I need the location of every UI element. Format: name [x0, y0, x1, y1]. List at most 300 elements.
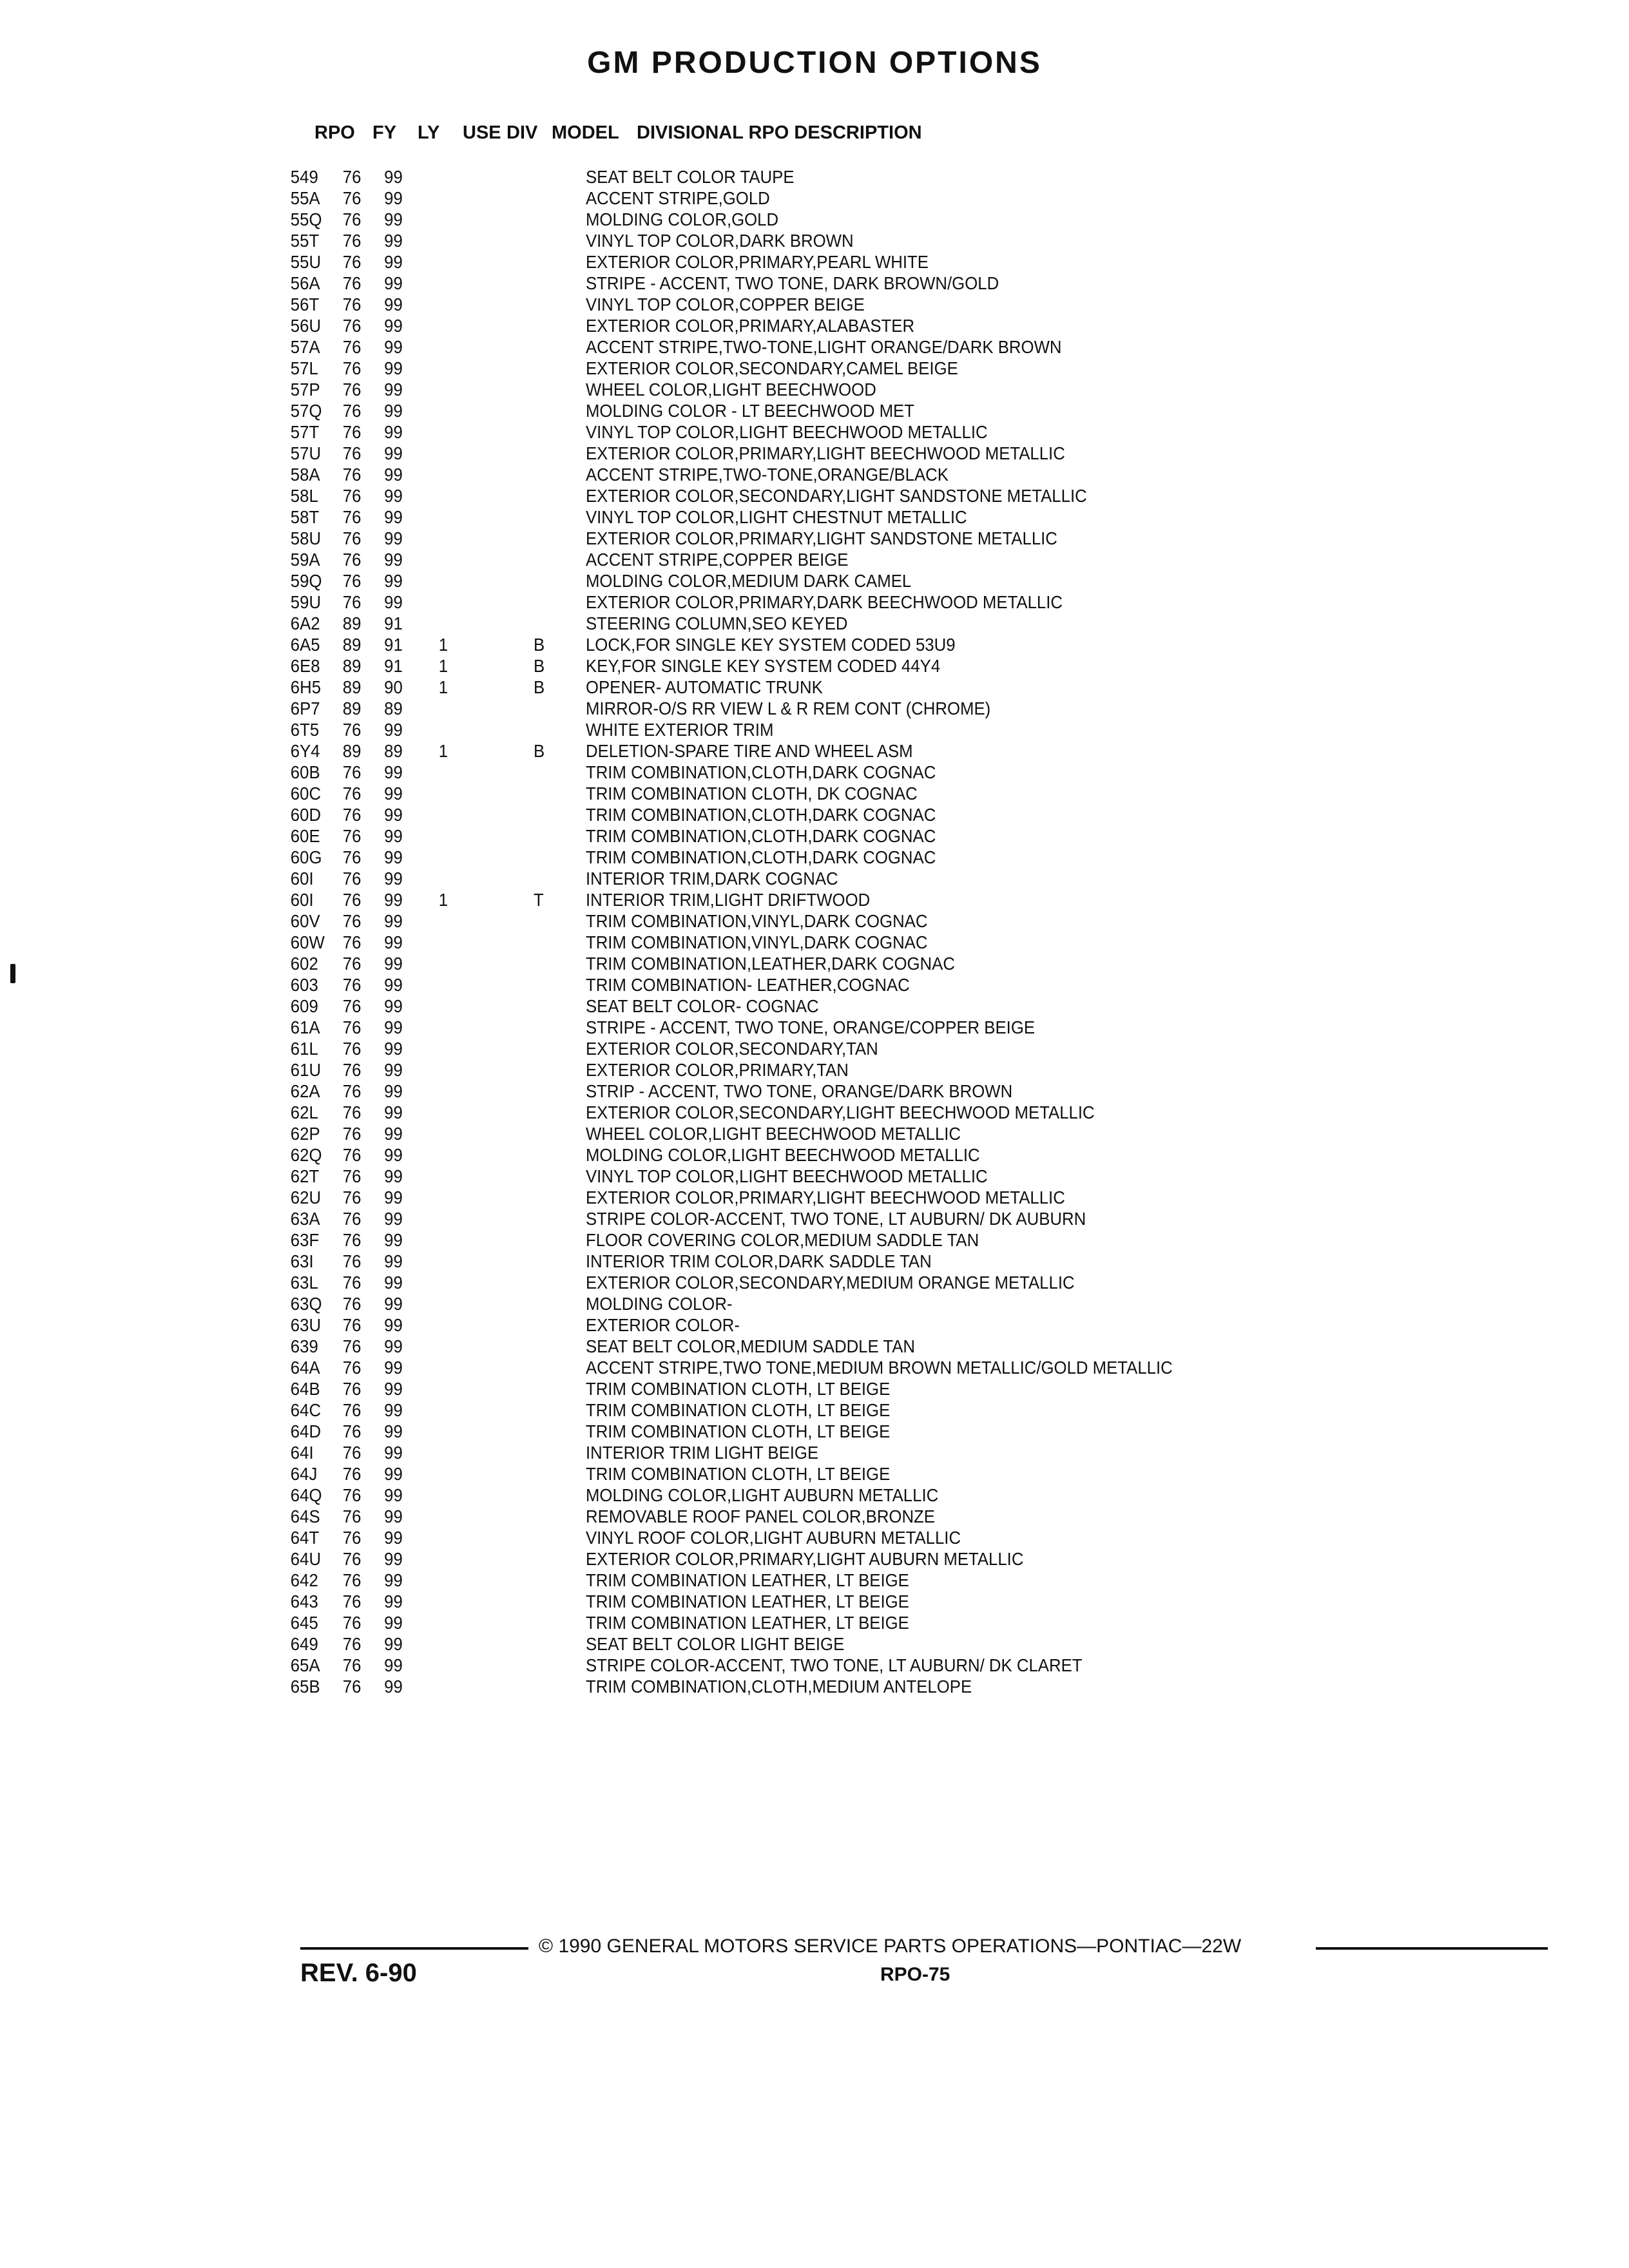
- cell-fy: 89: [342, 656, 361, 676]
- cell-description: STRIPE COLOR-ACCENT, TWO TONE, LT AUBURN/ DK CLARET: [585, 1655, 1083, 1675]
- cell-fy: 76: [342, 252, 361, 272]
- cell-fy: 76: [342, 1379, 361, 1399]
- table-row: [0, 1527, 1499, 1548]
- cell-fy: 76: [342, 273, 361, 293]
- cell-fy: 76: [342, 1528, 361, 1548]
- table-row: [0, 995, 1499, 1017]
- table-row: [0, 1038, 1499, 1059]
- page-number: RPO-75: [880, 1964, 950, 1985]
- cell-fy: 76: [342, 1634, 361, 1654]
- cell-fy: 89: [342, 698, 361, 718]
- cell-description: SEAT BELT COLOR TAUPE: [585, 167, 795, 187]
- cell-description: MOLDING COLOR,LIGHT BEECHWOOD METALLIC: [585, 1145, 980, 1165]
- cell-rpo: 55A: [290, 188, 320, 208]
- table-row: [0, 1251, 1499, 1272]
- cell-fy: 76: [342, 954, 361, 974]
- cell-ly: 99: [384, 231, 403, 251]
- cell-rpo: 6A5: [290, 635, 320, 655]
- cell-description: EXTERIOR COLOR,PRIMARY,LIGHT BEECHWOOD METALLIC: [585, 1187, 1065, 1207]
- cell-description: LOCK,FOR SINGLE KEY SYSTEM CODED 53U9: [585, 635, 956, 655]
- cell-fy: 76: [342, 337, 361, 357]
- cell-rpo: 60I: [290, 890, 314, 910]
- cell-fy: 76: [342, 1273, 361, 1293]
- cell-ly: 99: [384, 1039, 403, 1059]
- table-row: [0, 719, 1499, 740]
- cell-rpo: 63L: [290, 1273, 318, 1293]
- cell-ly: 99: [384, 1443, 403, 1463]
- cell-description: KEY,FOR SINGLE KEY SYSTEM CODED 44Y4: [585, 656, 941, 676]
- cell-ly: 99: [384, 1166, 403, 1186]
- cell-use: 1: [438, 635, 448, 655]
- table-row: [0, 209, 1499, 230]
- cell-rpo: 642: [290, 1570, 318, 1590]
- cell-ly: 99: [384, 443, 403, 463]
- cell-fy: 76: [342, 1060, 361, 1080]
- cell-rpo: 62U: [290, 1187, 322, 1207]
- cell-rpo: 609: [290, 996, 318, 1016]
- cell-ly: 99: [384, 720, 403, 740]
- table-row: [0, 1144, 1499, 1166]
- cell-rpo: 61U: [290, 1060, 322, 1080]
- cell-description: MOLDING COLOR,GOLD: [585, 209, 779, 229]
- cell-fy: 76: [342, 507, 361, 527]
- table-header: [0, 122, 1629, 148]
- cell-fy: 76: [342, 316, 361, 336]
- cell-ly: 99: [384, 465, 403, 485]
- cell-description: EXTERIOR COLOR,PRIMARY,ALABASTER: [585, 316, 915, 336]
- cell-description: VINYL TOP COLOR,LIGHT CHESTNUT METALLIC: [585, 507, 967, 527]
- cell-rpo: 643: [290, 1591, 318, 1611]
- cell-ly: 99: [384, 1677, 403, 1696]
- cell-description: VINYL TOP COLOR,COPPER BEIGE: [585, 294, 865, 314]
- cell-ly: 99: [384, 1506, 403, 1526]
- table-row: [0, 1293, 1499, 1314]
- table-row: [0, 1102, 1499, 1123]
- cell-ly: 99: [384, 762, 403, 782]
- cell-fy: 76: [342, 1591, 361, 1611]
- cell-rpo: 6Y4: [290, 741, 320, 761]
- cell-fy: 76: [342, 1187, 361, 1207]
- table-row: [0, 953, 1499, 974]
- cell-rpo: 64T: [290, 1528, 320, 1548]
- table-row: [0, 1655, 1499, 1676]
- cell-fy: 76: [342, 486, 361, 506]
- table-row: [0, 1463, 1499, 1485]
- table-row: [0, 634, 1499, 655]
- cell-rpo: 63F: [290, 1230, 320, 1250]
- table-row: [0, 910, 1499, 932]
- cell-description: EXTERIOR COLOR,SECONDARY,TAN: [585, 1039, 878, 1059]
- cell-rpo: 56U: [290, 316, 322, 336]
- cell-description: WHITE EXTERIOR TRIM: [585, 720, 774, 740]
- column-header-rpo: RPO: [314, 122, 355, 143]
- cell-rpo: 58U: [290, 528, 322, 548]
- cell-description: WHEEL COLOR,LIGHT BEECHWOOD: [585, 380, 876, 399]
- cell-rpo: 61L: [290, 1039, 318, 1059]
- cell-fy: 76: [342, 1336, 361, 1356]
- cell-description: ACCENT STRIPE,COPPER BEIGE: [585, 550, 849, 570]
- cell-rpo: 63A: [290, 1209, 320, 1229]
- page-title: GM PRODUCTION OPTIONS: [587, 46, 1042, 80]
- cell-div: B: [534, 635, 545, 655]
- cell-description: TRIM COMBINATION CLOTH, LT BEIGE: [585, 1421, 891, 1441]
- cell-ly: 99: [384, 486, 403, 506]
- cell-rpo: 57A: [290, 337, 320, 357]
- cell-rpo: 64J: [290, 1464, 318, 1484]
- cell-fy: 76: [342, 209, 361, 229]
- table-row: [0, 698, 1499, 719]
- cell-fy: 76: [342, 869, 361, 889]
- cell-fy: 89: [342, 741, 361, 761]
- table-row: [0, 570, 1499, 591]
- cell-ly: 89: [384, 741, 403, 761]
- cell-description: TRIM COMBINATION,CLOTH,DARK COGNAC: [585, 847, 936, 867]
- cell-rpo: 6P7: [290, 698, 320, 718]
- cell-description: EXTERIOR COLOR,PRIMARY,DARK BEECHWOOD METALLIC: [585, 592, 1063, 612]
- cell-fy: 76: [342, 890, 361, 910]
- table-row: [0, 549, 1499, 570]
- cell-ly: 99: [384, 869, 403, 889]
- cell-description: EXTERIOR COLOR,SECONDARY,LIGHT SANDSTONE METALLIC: [585, 486, 1087, 506]
- cell-description: TRIM COMBINATION LEATHER, LT BEIGE: [585, 1570, 909, 1590]
- cell-fy: 76: [342, 231, 361, 251]
- cell-description: ACCENT STRIPE,GOLD: [585, 188, 770, 208]
- cell-description: EXTERIOR COLOR,SECONDARY,MEDIUM ORANGE METALLIC: [585, 1273, 1075, 1293]
- table-row: [0, 528, 1499, 549]
- cell-rpo: 64A: [290, 1358, 320, 1378]
- cell-use: 1: [438, 656, 448, 676]
- cell-ly: 99: [384, 401, 403, 421]
- table-row: [0, 655, 1499, 677]
- cell-description: TRIM COMBINATION,CLOTH,DARK COGNAC: [585, 805, 936, 825]
- cell-rpo: 59Q: [290, 571, 322, 591]
- table-row: [0, 1442, 1499, 1463]
- cell-description: ACCENT STRIPE,TWO-TONE,LIGHT ORANGE/DARK BROWN: [585, 337, 1062, 357]
- table-row: [0, 1208, 1499, 1229]
- table-row: [0, 336, 1499, 358]
- table-row: [0, 358, 1499, 379]
- column-header-use: USE: [463, 122, 501, 143]
- cell-fy: 76: [342, 592, 361, 612]
- cell-description: SEAT BELT COLOR- COGNAC: [585, 996, 819, 1016]
- table-row: [0, 1081, 1499, 1102]
- cell-fy: 76: [342, 380, 361, 399]
- cell-fy: 76: [342, 1315, 361, 1335]
- cell-fy: 76: [342, 975, 361, 995]
- cell-ly: 99: [384, 911, 403, 931]
- cell-description: VINYL TOP COLOR,LIGHT BEECHWOOD METALLIC: [585, 422, 988, 442]
- table-row: [0, 187, 1499, 209]
- cell-ly: 99: [384, 1400, 403, 1420]
- cell-ly: 99: [384, 805, 403, 825]
- cell-description: TRIM COMBINATION,CLOTH,DARK COGNAC: [585, 762, 936, 782]
- table-row: [0, 847, 1499, 868]
- cell-rpo: 62L: [290, 1102, 318, 1122]
- table-row: [0, 1017, 1499, 1038]
- cell-rpo: 639: [290, 1336, 318, 1356]
- cell-ly: 99: [384, 1209, 403, 1229]
- cell-description: REMOVABLE ROOF PANEL COLOR,BRONZE: [585, 1506, 935, 1526]
- cell-rpo: 60G: [290, 847, 322, 867]
- cell-description: EXTERIOR COLOR-: [585, 1315, 740, 1335]
- cell-rpo: 60B: [290, 762, 320, 782]
- cell-ly: 99: [384, 592, 403, 612]
- table-row: [0, 1421, 1499, 1442]
- cell-description: TRIM COMBINATION CLOTH, LT BEIGE: [585, 1400, 891, 1420]
- cell-ly: 90: [384, 677, 403, 697]
- cell-rpo: 62T: [290, 1166, 320, 1186]
- cell-description: TRIM COMBINATION,VINYL,DARK COGNAC: [585, 932, 928, 952]
- cell-rpo: 64S: [290, 1506, 320, 1526]
- cell-ly: 99: [384, 1336, 403, 1356]
- cell-description: EXTERIOR COLOR,PRIMARY,LIGHT BEECHWOOD METALLIC: [585, 443, 1065, 463]
- table-row: [0, 762, 1499, 783]
- cell-description: EXTERIOR COLOR,PRIMARY,LIGHT SANDSTONE METALLIC: [585, 528, 1057, 548]
- cell-ly: 99: [384, 1187, 403, 1207]
- table-row: [0, 1485, 1499, 1506]
- cell-fy: 76: [342, 1294, 361, 1314]
- cell-description: VINYL TOP COLOR,DARK BROWN: [585, 231, 854, 251]
- cell-fy: 76: [342, 465, 361, 485]
- table-row: [0, 591, 1499, 613]
- cell-ly: 91: [384, 613, 403, 633]
- cell-fy: 89: [342, 635, 361, 655]
- cell-fy: 76: [342, 1613, 361, 1633]
- cell-rpo: 62P: [290, 1124, 320, 1144]
- footer-rule-left: [300, 1947, 528, 1950]
- cell-fy: 76: [342, 1570, 361, 1590]
- table-row: [0, 1059, 1499, 1081]
- table-row: [0, 1166, 1499, 1187]
- copyright-notice: © 1990 GENERAL MOTORS SERVICE PARTS OPERATIONS—PONTIAC—22W: [539, 1936, 1242, 1957]
- cell-description: VINYL ROOF COLOR,LIGHT AUBURN METALLIC: [585, 1528, 961, 1548]
- cell-description: INTERIOR TRIM COLOR,DARK SADDLE TAN: [585, 1251, 932, 1271]
- cell-fy: 76: [342, 1443, 361, 1463]
- cell-ly: 99: [384, 252, 403, 272]
- cell-description: TRIM COMBINATION CLOTH, LT BEIGE: [585, 1379, 891, 1399]
- cell-rpo: 57L: [290, 358, 318, 378]
- table-row: [0, 273, 1499, 294]
- cell-rpo: 60W: [290, 932, 325, 952]
- cell-fy: 89: [342, 613, 361, 633]
- cell-ly: 99: [384, 1294, 403, 1314]
- cell-fy: 76: [342, 1209, 361, 1229]
- cell-rpo: 60I: [290, 869, 314, 889]
- table-row: [0, 1123, 1499, 1144]
- cell-rpo: 549: [290, 167, 318, 187]
- cell-fy: 76: [342, 932, 361, 952]
- cell-div: B: [534, 656, 545, 676]
- table-row: [0, 315, 1499, 336]
- column-header-fy: FY: [372, 122, 397, 143]
- cell-fy: 76: [342, 1549, 361, 1569]
- cell-ly: 99: [384, 1570, 403, 1590]
- cell-ly: 99: [384, 826, 403, 846]
- table-row: [0, 1506, 1499, 1527]
- cell-ly: 99: [384, 316, 403, 336]
- table-row: [0, 974, 1499, 995]
- cell-ly: 99: [384, 528, 403, 548]
- cell-ly: 99: [384, 1613, 403, 1633]
- table-row: [0, 1357, 1499, 1378]
- cell-rpo: 59A: [290, 550, 320, 570]
- cell-ly: 89: [384, 698, 403, 718]
- table-row: [0, 421, 1499, 443]
- cell-fy: 76: [342, 1485, 361, 1505]
- cell-rpo: 59U: [290, 592, 322, 612]
- cell-fy: 76: [342, 1655, 361, 1675]
- cell-rpo: 55Q: [290, 209, 322, 229]
- cell-description: EXTERIOR COLOR,PRIMARY,LIGHT AUBURN METALLIC: [585, 1549, 1024, 1569]
- cell-ly: 99: [384, 1485, 403, 1505]
- cell-rpo: 57U: [290, 443, 322, 463]
- cell-ly: 99: [384, 337, 403, 357]
- cell-rpo: 58A: [290, 465, 320, 485]
- table-row: [0, 740, 1499, 762]
- cell-ly: 99: [384, 422, 403, 442]
- cell-description: INTERIOR TRIM,LIGHT DRIFTWOOD: [585, 890, 871, 910]
- cell-ly: 99: [384, 1017, 403, 1037]
- cell-rpo: 603: [290, 975, 318, 995]
- cell-ly: 99: [384, 294, 403, 314]
- cell-rpo: 60D: [290, 805, 322, 825]
- cell-description: EXTERIOR COLOR,SECONDARY,LIGHT BEECHWOOD METALLIC: [585, 1102, 1095, 1122]
- cell-ly: 99: [384, 932, 403, 952]
- cell-fy: 76: [342, 1124, 361, 1144]
- cell-rpo: 58L: [290, 486, 318, 506]
- cell-fy: 76: [342, 294, 361, 314]
- cell-description: INTERIOR TRIM LIGHT BEIGE: [585, 1443, 819, 1463]
- cell-description: STEERING COLUMN,SEO KEYED: [585, 613, 848, 633]
- cell-fy: 76: [342, 571, 361, 591]
- table-row: [0, 1591, 1499, 1612]
- cell-description: EXTERIOR COLOR,SECONDARY,CAMEL BEIGE: [585, 358, 958, 378]
- cell-description: STRIPE - ACCENT, TWO TONE, DARK BROWN/GOLD: [585, 273, 999, 293]
- table-row: [0, 1399, 1499, 1421]
- cell-rpo: 649: [290, 1634, 318, 1654]
- cell-rpo: 62A: [290, 1081, 320, 1101]
- table-row: [0, 1314, 1499, 1336]
- cell-fy: 76: [342, 805, 361, 825]
- cell-fy: 76: [342, 1506, 361, 1526]
- cell-fy: 76: [342, 783, 361, 803]
- cell-fy: 76: [342, 550, 361, 570]
- cell-rpo: 64I: [290, 1443, 314, 1463]
- cell-ly: 99: [384, 1379, 403, 1399]
- cell-ly: 99: [384, 273, 403, 293]
- cell-ly: 91: [384, 656, 403, 676]
- table-row: [0, 400, 1499, 421]
- cell-rpo: 61A: [290, 1017, 320, 1037]
- margin-mark: [10, 964, 15, 983]
- cell-description: TRIM COMBINATION,VINYL,DARK COGNAC: [585, 911, 928, 931]
- cell-ly: 99: [384, 954, 403, 974]
- cell-ly: 99: [384, 1591, 403, 1611]
- column-header-ly: LY: [418, 122, 440, 143]
- cell-fy: 76: [342, 358, 361, 378]
- cell-description: SEAT BELT COLOR LIGHT BEIGE: [585, 1634, 845, 1654]
- table-row: [0, 1676, 1499, 1697]
- cell-ly: 99: [384, 550, 403, 570]
- column-header-description: DIVISIONAL RPO DESCRIPTION: [637, 122, 922, 143]
- table-row: [0, 1187, 1499, 1208]
- cell-description: VINYL TOP COLOR,LIGHT BEECHWOOD METALLIC: [585, 1166, 988, 1186]
- cell-rpo: 6E8: [290, 656, 320, 676]
- cell-fy: 76: [342, 1400, 361, 1420]
- cell-ly: 99: [384, 1655, 403, 1675]
- cell-fy: 76: [342, 401, 361, 421]
- cell-fy: 76: [342, 1081, 361, 1101]
- table-row: [0, 677, 1499, 698]
- cell-fy: 76: [342, 1230, 361, 1250]
- cell-description: STRIP - ACCENT, TWO TONE, ORANGE/DARK BROWN: [585, 1081, 1013, 1101]
- cell-description: TRIM COMBINATION LEATHER, LT BEIGE: [585, 1591, 909, 1611]
- cell-ly: 99: [384, 1124, 403, 1144]
- cell-ly: 99: [384, 380, 403, 399]
- cell-fy: 76: [342, 1421, 361, 1441]
- table-row: [0, 1548, 1499, 1570]
- cell-ly: 99: [384, 1060, 403, 1080]
- table-row: [0, 783, 1499, 804]
- table-row: [0, 294, 1499, 315]
- cell-ly: 99: [384, 975, 403, 995]
- cell-description: INTERIOR TRIM,DARK COGNAC: [585, 869, 838, 889]
- cell-fy: 76: [342, 847, 361, 867]
- column-header-div: DIV: [506, 122, 538, 143]
- cell-div: B: [534, 677, 545, 697]
- cell-fy: 76: [342, 720, 361, 740]
- cell-ly: 99: [384, 1634, 403, 1654]
- cell-rpo: 57T: [290, 422, 320, 442]
- cell-rpo: 60E: [290, 826, 320, 846]
- cell-ly: 99: [384, 1230, 403, 1250]
- cell-ly: 99: [384, 507, 403, 527]
- cell-rpo: 63I: [290, 1251, 314, 1271]
- cell-fy: 76: [342, 1166, 361, 1186]
- cell-use: 1: [438, 677, 448, 697]
- cell-description: TRIM COMBINATION CLOTH, DK COGNAC: [585, 783, 918, 803]
- cell-ly: 99: [384, 847, 403, 867]
- cell-rpo: 64U: [290, 1549, 322, 1569]
- table-row: [0, 889, 1499, 910]
- cell-fy: 76: [342, 1102, 361, 1122]
- cell-rpo: 65A: [290, 1655, 320, 1675]
- cell-description: TRIM COMBINATION CLOTH, LT BEIGE: [585, 1464, 891, 1484]
- table-row: [0, 230, 1499, 251]
- cell-fy: 76: [342, 826, 361, 846]
- cell-rpo: 63U: [290, 1315, 322, 1335]
- table-row: [0, 932, 1499, 953]
- table-row: [0, 825, 1499, 847]
- cell-ly: 99: [384, 1273, 403, 1293]
- cell-rpo: 57P: [290, 380, 320, 399]
- table-row: [0, 1272, 1499, 1293]
- table-row: [0, 1570, 1499, 1591]
- cell-description: TRIM COMBINATION,CLOTH,MEDIUM ANTELOPE: [585, 1677, 972, 1696]
- cell-description: FLOOR COVERING COLOR,MEDIUM SADDLE TAN: [585, 1230, 979, 1250]
- cell-rpo: 64Q: [290, 1485, 322, 1505]
- cell-fy: 76: [342, 1039, 361, 1059]
- cell-description: SEAT BELT COLOR,MEDIUM SADDLE TAN: [585, 1336, 915, 1356]
- cell-description: MOLDING COLOR,LIGHT AUBURN METALLIC: [585, 1485, 939, 1505]
- cell-fy: 76: [342, 1145, 361, 1165]
- cell-rpo: 56A: [290, 273, 320, 293]
- cell-fy: 76: [342, 1251, 361, 1271]
- cell-rpo: 64C: [290, 1400, 322, 1420]
- cell-rpo: 6A2: [290, 613, 320, 633]
- cell-div: T: [534, 890, 544, 910]
- options-table: [0, 166, 1629, 1697]
